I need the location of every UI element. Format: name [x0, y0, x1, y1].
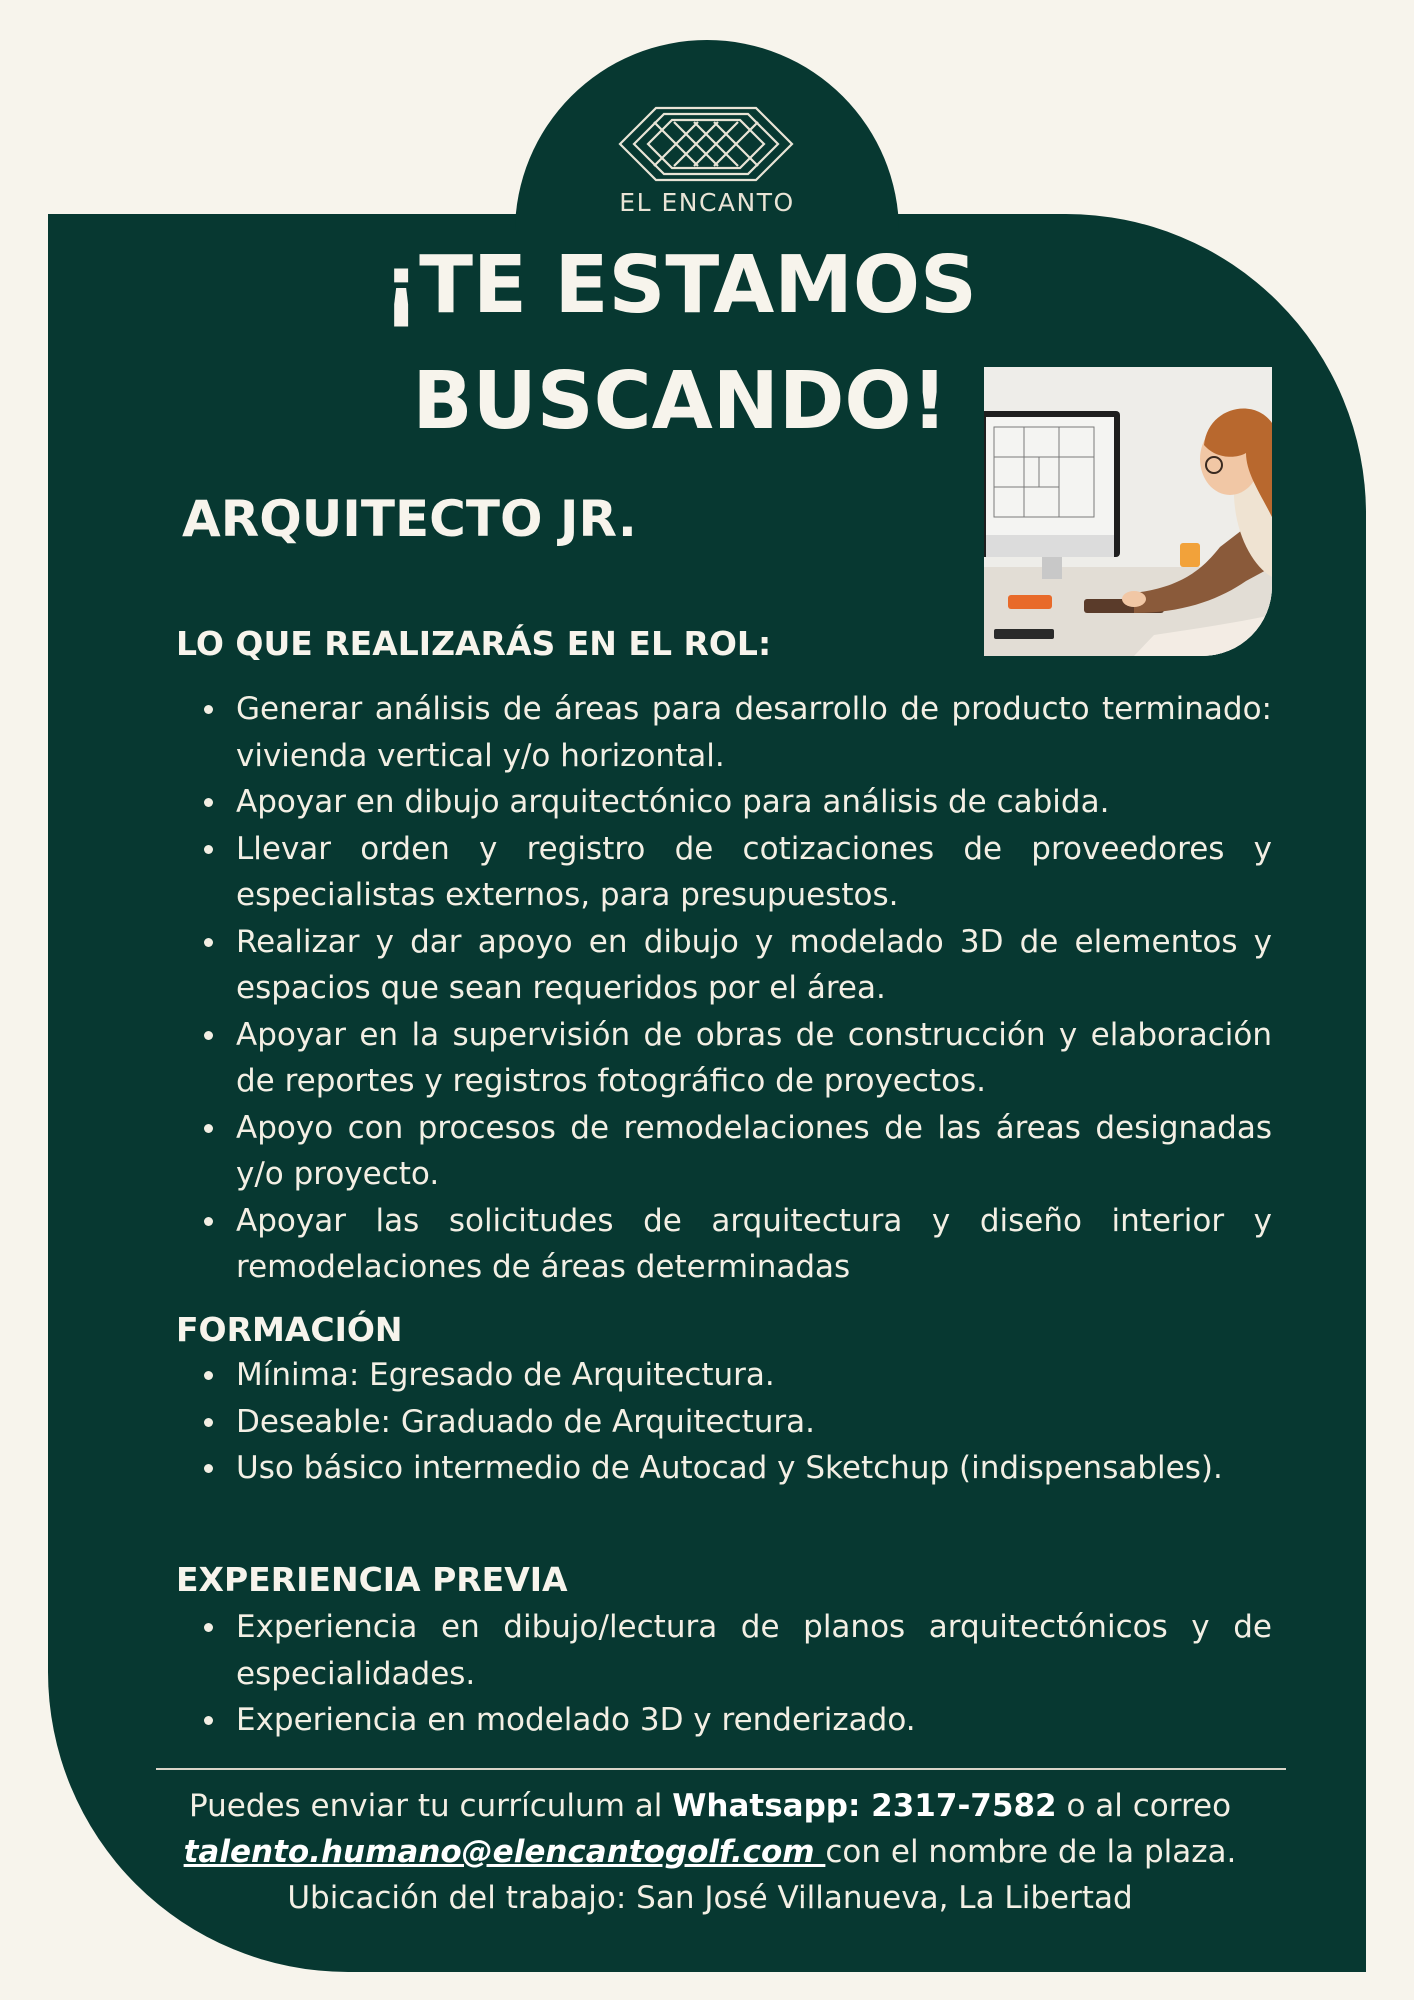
list-item: Apoyar las solicitudes de arquitectura y diseño interior y remodelaciones de áreas determinadas — [176, 1198, 1272, 1291]
experience-list — [176, 1604, 1272, 1744]
education-list — [176, 1352, 1272, 1492]
experience-heading: EXPERIENCIA PREVIA — [176, 1560, 568, 1599]
footer-text: Puedes enviar tu currículum al — [188, 1788, 673, 1824]
list-item: Llevar orden y registro de cotizaciones de proveedores y especialistas externos, para presupuestos. — [176, 826, 1272, 919]
headline-line-1: ¡TE ESTAMOS — [383, 239, 977, 331]
list-item: Generar análisis de áreas para desarrollo de producto terminado: vivienda vertical y/o horizontal. — [176, 686, 1272, 779]
footer-text: con el nombre de la plaza. — [825, 1834, 1237, 1870]
duties-list — [176, 686, 1272, 1291]
el-encanto-logo-icon — [614, 102, 798, 186]
list-item: Apoyo con procesos de remodelaciones de las áreas designadas y/o proyecto. — [176, 1105, 1272, 1198]
email-link[interactable]: talento.humano@elencantogolf.com — [183, 1834, 826, 1870]
list-item: Deseable: Graduado de Arquitectura. — [176, 1399, 1272, 1446]
footer-text: o al correo — [1056, 1788, 1232, 1824]
headline-line-2: BUSCANDO! — [412, 355, 948, 447]
list-item: Experiencia en modelado 3D y renderizado. — [176, 1697, 1272, 1744]
footer-divider — [156, 1768, 1286, 1770]
job-title: ARQUITECTO JR. — [182, 490, 637, 548]
list-item: Uso básico intermedio de Autocad y Sketchup (indispensables). — [176, 1445, 1272, 1492]
list-item: Realizar y dar apoyo en dibujo y modelado 3D de elementos y espacios que sean requeridos por el área. — [176, 919, 1272, 1012]
job-location: Ubicación del trabajo: San José Villanueva, La Libertad — [287, 1880, 1133, 1916]
list-item: Apoyar en dibujo arquitectónico para análisis de cabida. — [176, 779, 1272, 826]
whatsapp-number: Whatsapp: 2317-7582 — [672, 1788, 1057, 1824]
duties-heading: LO QUE REALIZARÁS EN EL ROL: — [176, 624, 772, 663]
list-item: Apoyar en la supervisión de obras de construcción y elaboración de reportes y registros fotográfico de proyectos. — [176, 1012, 1272, 1105]
list-item: Mínima: Egresado de Arquitectura. — [176, 1352, 1272, 1399]
footer-email-line — [140, 1834, 1280, 1870]
education-heading: FORMACIÓN — [176, 1310, 403, 1349]
architect-at-computer-photo — [984, 367, 1272, 656]
list-item: Experiencia en dibujo/lectura de planos arquitectónicos y de especialidades. — [176, 1604, 1272, 1697]
brand-name: EL ENCANTO — [619, 188, 795, 217]
footer-contact-line — [140, 1788, 1280, 1824]
